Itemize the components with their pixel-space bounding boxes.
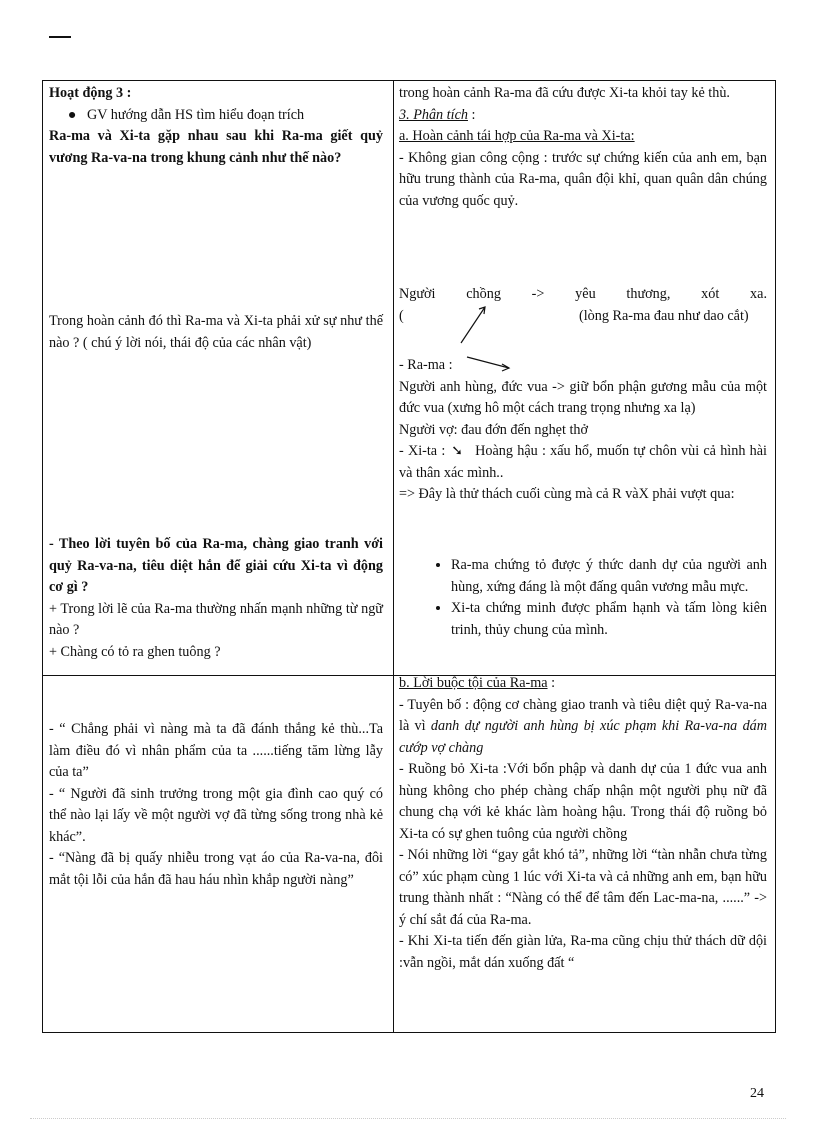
quote-1: - “ Chẳng phải vì nàng mà ta đã đánh thắng kẻ thù...Ta làm điều đó vì nhân phẩm của ta ......tiếng tăm lừng lẫy của ta”: [49, 721, 383, 780]
husband-line: Người chồng -> yêu thương, xót xa.: [399, 286, 767, 302]
wife-text: Người vợ: đau đớn đến nghẹt thở: [399, 421, 589, 438]
quote-2: - “ Người đã sinh trưởng trong một gia đình cao quý có thể nào lại lấy về một người vợ đã từng sống trong nhà kẻ khác”.: [49, 785, 383, 845]
section-3-heading: 3. Phân tích :: [399, 106, 476, 123]
quote-3: - “Nàng đã bị quấy nhiễu trong vạt áo của Ra-va-na, đôi mắt tội lỗi của hắn đã hau háu nhìn khắp người nàng”: [49, 850, 383, 888]
husband-paren: ( (lòng Ra-ma đau như dao cắt): [399, 307, 749, 324]
right-cell-row1: [399, 83, 767, 212]
guide-bullet: ● GV hướng dẫn HS tìm hiểu đoạn trích: [49, 105, 383, 127]
bullet-item-rama: • Ra-ma chứng tỏ được ý thức danh dự của người anh hùng, xứng đáng là một đấng quân vương mẫu mực.: [451, 555, 767, 598]
bullet-item-sita: • Xi-ta chứng minh được phẩm hạnh và tấm lòng kiên trinh, thủy chung của mình.: [451, 598, 767, 641]
bullet-list: [399, 555, 767, 641]
column-divider: [393, 81, 394, 1032]
page-number: 24: [750, 1086, 764, 1101]
challenge-text: => Đây là thử thách cuối cùng mà cả R vàX phải vượt qua:: [399, 486, 735, 502]
bullet-icon: ●: [67, 106, 77, 123]
question-3: - Theo lời tuyên bố của Ra-ma, chàng giao tranh với quỷ Ra-va-na, tiêu diệt hắn để giải cứu Xi-ta vì động cơ gì ?: [49, 536, 383, 595]
question-3a: + Trong lời lẽ của Ra-ma thường nhấn mạnh những từ ngữ nào ?: [49, 600, 383, 638]
left-cell-row1: [49, 83, 383, 169]
reject-text: - Ruồng bỏ Xi-ta :Với bổn phập và danh dự của 1 đức vua anh hùng không cho phép chàng chấp nhận một người phụ nữ đã chung chạ với kẻ khác làm hoàng hậu. Trong thái độ ruồng bỏ Xi-ta có sự ghen tuông của người chồng: [399, 761, 767, 842]
rama-block: [399, 355, 767, 506]
footer-line: [30, 1118, 786, 1119]
space-text: - Không gian công cộng : trước sự chứng kiến của anh em, bạn hữu trung thành của Ra-ma, quân đội khỉ, quan quân dân chúng của vương quốc quỷ.: [399, 149, 767, 209]
arrow-icon: ➘: [451, 443, 464, 459]
declare-text: - Tuyên bố : động cơ chàng giao tranh và tiêu diệt quỷ Ra-va-na là vì danh dự người anh hùng bị xúc phạm khi Ra-va-na dám cướp vợ chàng: [399, 696, 768, 756]
activity-heading: Hoạt động 3 :: [49, 85, 132, 101]
arrow-line-up: [461, 307, 485, 343]
question-2: Trong hoàn cảnh đó thì Ra-ma và Xi-ta phải xử sự như thế nào ? ( chú ý lời nói, thái độ của các nhân vật): [49, 313, 383, 351]
left-questions-3: [49, 534, 383, 663]
subheading-b: b. Lời buộc tội của Ra-ma :: [399, 675, 556, 691]
question-1: Ra-ma và Xi-ta gặp nhau sau khi Ra-ma giết quỷ vương Ra-va-na trong khung cảnh như thế nào?: [49, 128, 383, 166]
header-dash: [49, 36, 71, 38]
sita-queen-line: - Xi-ta : ➘ Hoàng hậu : xấu hổ, muốn tự chôn vùi cả hình hài và thân xác mình..: [399, 443, 767, 481]
right-cell-row2: [399, 673, 767, 974]
lesson-table: [42, 80, 776, 1033]
hero-text: Người anh hùng, đức vua -> giữ bổn phận gương mẫu của một đức vua (xưng hô một cách trang trọng nhưng xa lạ): [399, 378, 767, 416]
subheading-a: a. Hoàn cảnh tái hợp của Ra-ma và Xi-ta:: [399, 128, 635, 144]
fire-text: - Khi Xi-ta tiến đến giàn lửa, Ra-ma cũng chịu thử thách dữ dội :vẫn ngồi, mắt dán xuống đất “: [399, 933, 767, 971]
left-quotes: [49, 719, 383, 891]
intro-text: trong hoàn cảnh Ra-ma đã cứu được Xi-ta khỏi tay kẻ thù.: [399, 85, 730, 101]
question-3b: + Chàng có tỏ ra ghen tuông ?: [49, 643, 221, 660]
rama-label: - Ra-ma :: [399, 357, 453, 373]
harsh-text: - Nói những lời “gay gắt khó tả”, những lời “tàn nhẫn chưa từng có” xúc phạm cùng 1 lúc với Xi-ta và cả những anh em, bạn hữu trung thành nhất : “Nàng có thể để tâm đến Lac-ma-na, ......” -> ý chí sắt đá của Ra-ma.: [399, 847, 767, 928]
